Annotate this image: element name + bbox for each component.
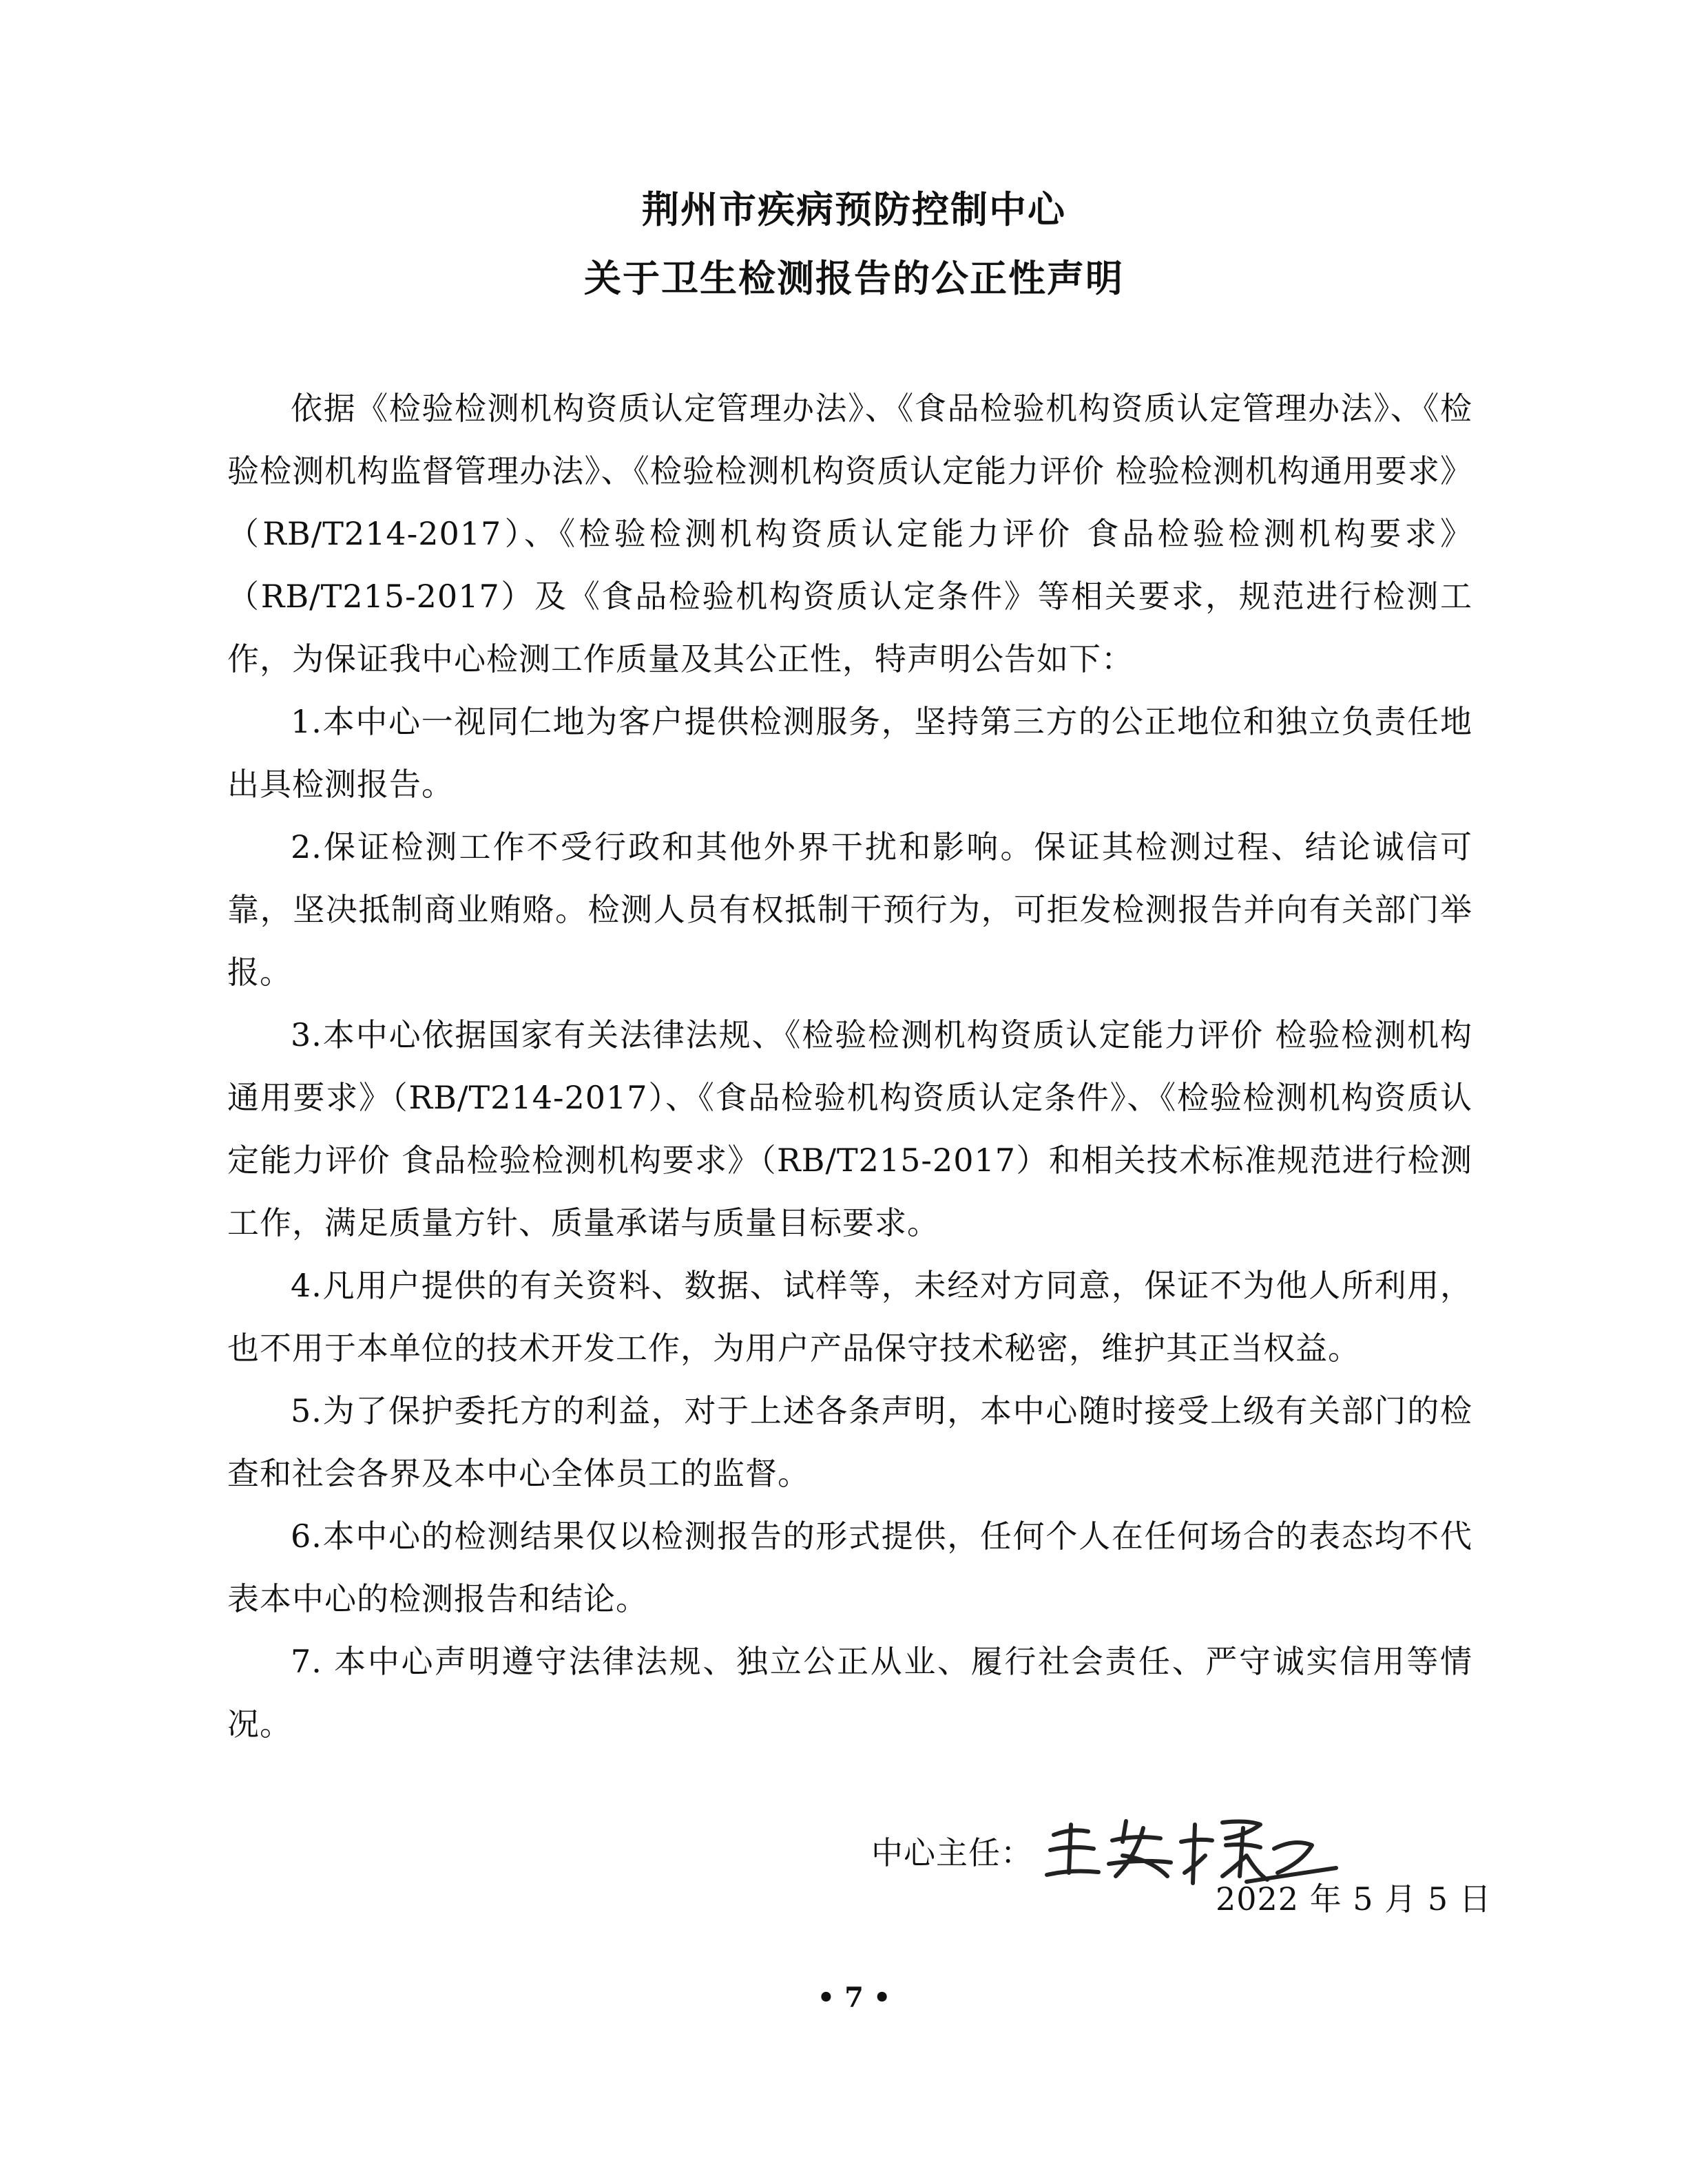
clause-6-paragraph: 6.本中心的检测结果仅以检测报告的形式提供，任何个人在任何场合的表态均不代表本中心的检测报告和结论。	[227, 1518, 1472, 1617]
page-number: • 7 •	[817, 1982, 891, 2014]
clause-2-paragraph: 2.保证检测工作不受行政和其他外界干扰和影响。保证其检测过程、结论诚信可靠，坚决抵制商业贿赂。检测人员有权抵制干预行为，可拒发检测报告并向有关部门举报。	[227, 828, 1472, 991]
clause-7-paragraph: 7. 本中心声明遵守法律法规、独立公正从业、履行社会责任、严守诚实信用等情况。	[227, 1643, 1472, 1743]
document-subtitle: 关于卫生检测报告的公正性声明	[584, 256, 1124, 300]
document-title: 荆州市疾病预防控制中心	[642, 187, 1066, 231]
clause-3-paragraph: 3.本中心依据国家有关法律法规、《检验检测机构资质认定能力评价 检验检测机构通用要求》（RB/T214-2017）、《食品检验机构资质认定条件》、《检验检测机构资质认定能力评价 食品检验检测机构要求》（RB/T215-2017）和相关技术标准规范进行检测工作，满足质量方针、质量承诺与质量目标要求。	[227, 1016, 1472, 1241]
signature-label: 中心主任：	[871, 1834, 1033, 1871]
clause-5-paragraph: 5.为了保护委托方的利益，对于上述各条声明，本中心随时接受上级有关部门的检查和社会各界及本中心全体员工的监督。	[227, 1392, 1472, 1492]
document-body	[227, 377, 1472, 1756]
clause-4-paragraph: 4.凡用户提供的有关资料、数据、试样等，未经对方同意，保证不为他人所利用，也不用于本单位的技术开发工作，为用户产品保守技术秘密，维护其正当权益。	[227, 1267, 1472, 1367]
clause-1-paragraph: 1.本中心一视同仁地为客户提供检测服务，坚持第三方的公正地位和独立负责任地出具检测报告。	[227, 703, 1472, 803]
intro-paragraph: 依据《检验检测机构资质认定管理办法》、《食品检验机构资质认定管理办法》、《检验检测机构监督管理办法》、《检验检测机构资质认定能力评价 检验检测机构通用要求》（RB/T214-2017）、《检验检测机构资质认定能力评价 食品检验检测机构要求》（RB/T215-2017）及《食品检验机构资质认定条件》等相关要求，规范进行检测工作，为保证我中心检测工作质量及其公正性，特声明公告如下：	[227, 390, 1472, 678]
document-date: 2022 年 5 月 5 日	[1216, 1880, 1492, 1918]
